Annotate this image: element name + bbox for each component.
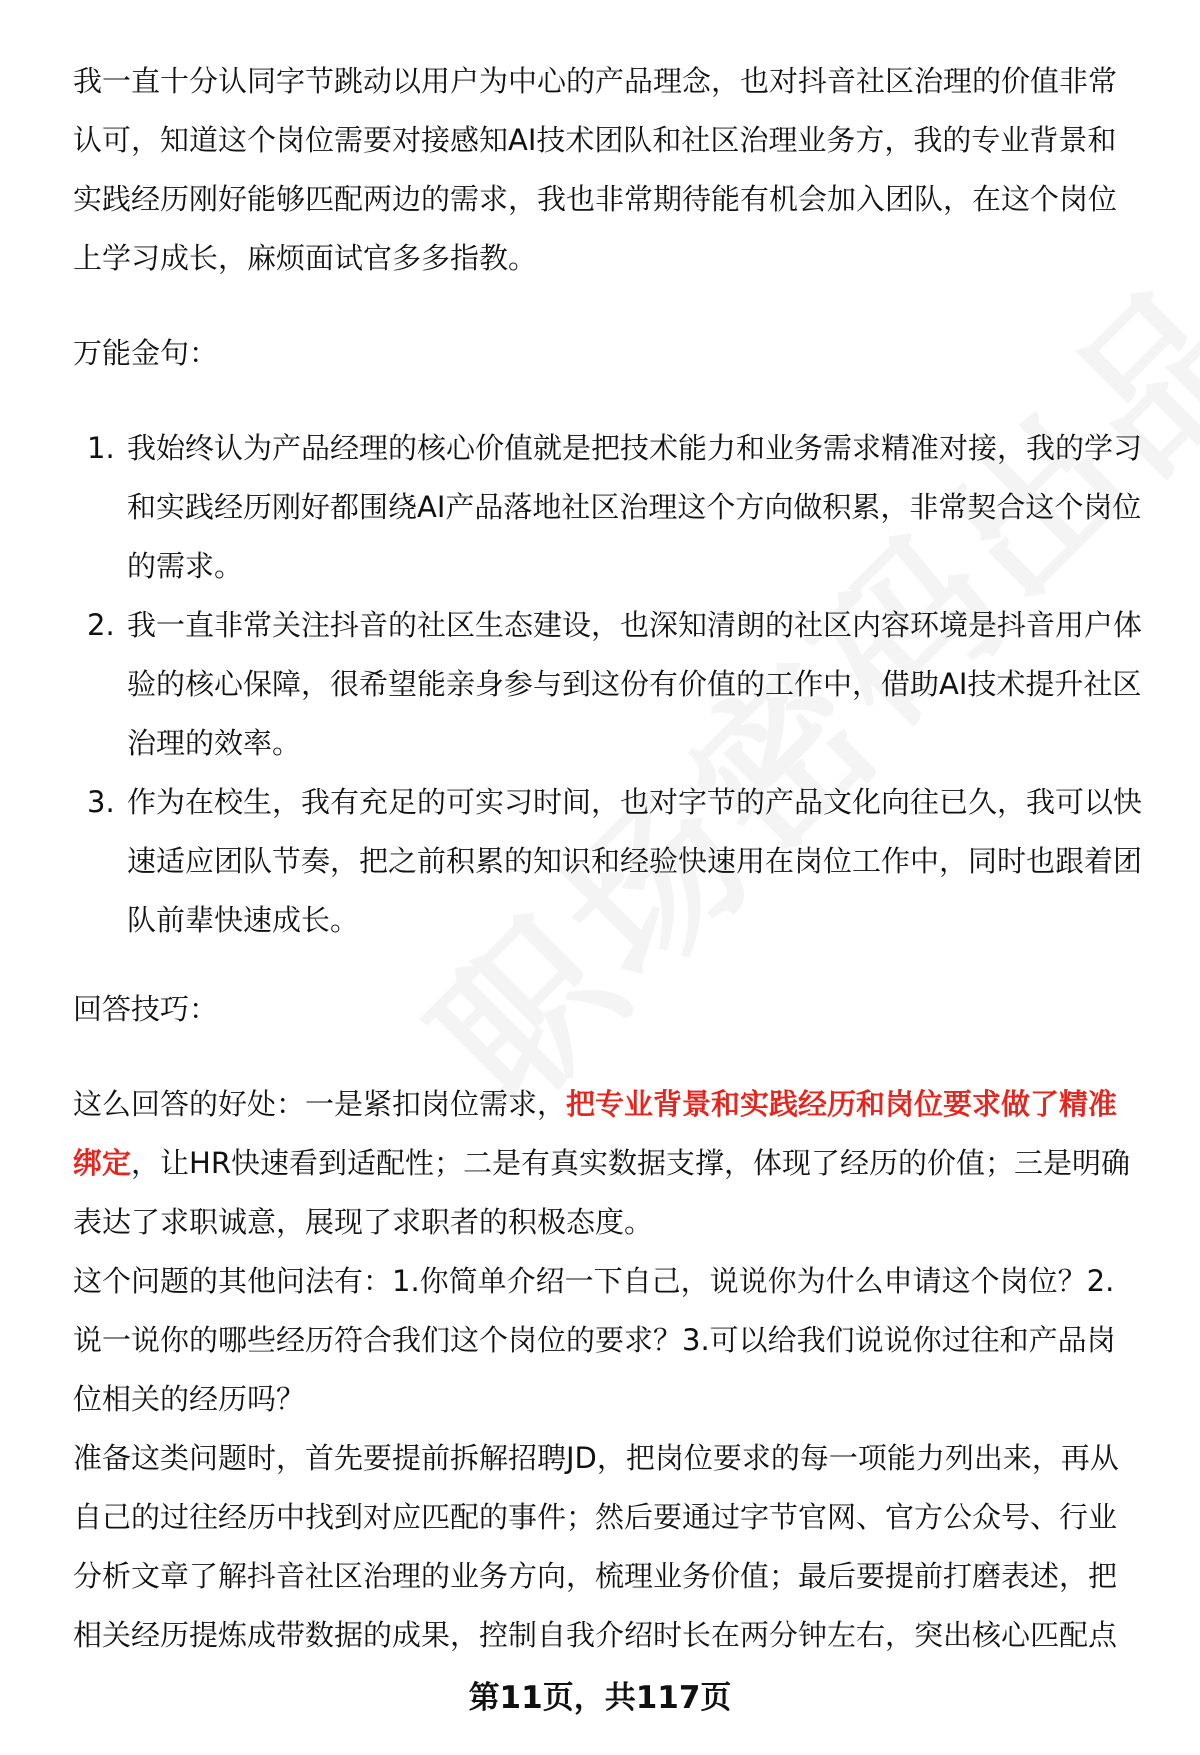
list-item-text: 我始终认为产品经理的核心价值就是把技术能力和业务需求精准对接，我的学习和实践经历刚好都围绕AI产品落地社区治理这个方向做积累，非常契合这个岗位的需求。 — [127, 431, 1143, 583]
list-item-number: 3. — [87, 785, 115, 819]
page-number-footer: 第11页，共117页 — [468, 1680, 732, 1716]
tips-benefit-text-end: ，让HR快速看到适配性；二是有真实数据支撑，体现了经历的价值；三是明确表达了求职诚意，展现了求职者的积极态度。 — [73, 1146, 1130, 1239]
preparation-paragraph: 准备这类问题时，首先要提前拆解招聘JD，把岗位要求的每一项能力列出来，再从自己的过往经历中找到对应匹配的事件；然后要通过字节官网、官方公众号、行业分析文章了解抖音社区治理的业务方向，梳理业务价值；最后要提前打磨表述，把相关经历提炼成带数据的成果，控制自我介绍时长在两分钟左右，突出核心匹配点 — [73, 1441, 1119, 1652]
list-item-number: 1. — [87, 431, 115, 465]
emphasis-text: 把专业背景和实践经历和岗位要求做了精准绑定 — [73, 1087, 1118, 1180]
tips-benefit-text: 这么回答的好处：一是紧扣岗位需求， — [73, 1087, 567, 1121]
alt-questions-paragraph: 这个问题的其他问法有：1.你简单介绍一下自己，说说你为什么申请这个岗位？2.说一说你的哪些经历符合我们这个岗位的要求？3.可以给我们说说你过往和产品岗位相关的经历吗？ — [73, 1264, 1116, 1416]
golden-heading: 万能金句： — [73, 336, 219, 370]
list-item — [73, 419, 1143, 596]
tips-benefit-paragraph — [73, 1075, 1143, 1252]
list-item-text: 作为在校生，我有充足的可实习时间，也对字节的产品文化向往已久，我可以快速适应团队节奏，把之前积累的知识和经验快速用在岗位工作中，同时也跟着团队前辈快速成长。 — [127, 785, 1143, 937]
list-item — [73, 596, 1143, 773]
list-item-text: 我一直非常关注抖音的社区生态建设，也深知清朗的社区内容环境是抖音用户体验的核心保障，很希望能亲身参与到这份有价值的工作中，借助AI技术提升社区治理的效率。 — [127, 608, 1143, 760]
document-body — [73, 52, 1143, 1665]
list-item-number: 2. — [87, 608, 115, 642]
intro-paragraph: 我一直十分认同字节跳动以用户为中心的产品理念，也对抖音社区治理的价值非常认可，知道这个岗位需要对接感知AI技术团队和社区治理业务方，我的专业背景和实践经历刚好能够匹配两边的需求，我也非常期待能有机会加入团队，在这个岗位上学习成长，麻烦面试官多多指教。 — [73, 64, 1118, 275]
golden-list — [73, 419, 1143, 950]
list-item — [73, 773, 1143, 950]
tips-heading: 回答技巧： — [73, 992, 219, 1026]
